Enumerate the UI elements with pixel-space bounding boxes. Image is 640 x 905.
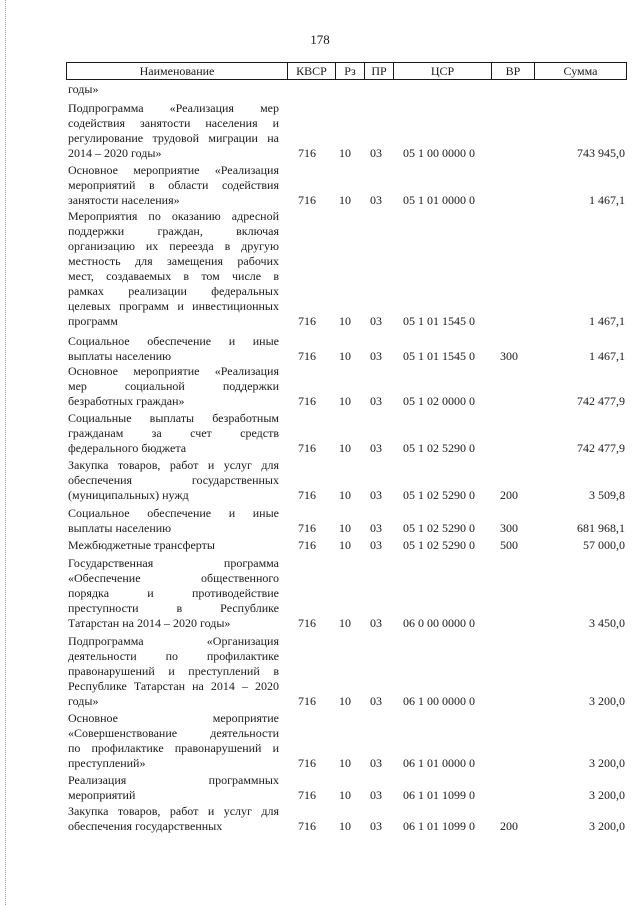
cell-pr: 03 <box>370 193 382 207</box>
cell-vr: 200 <box>500 488 518 502</box>
row-name <box>68 506 279 536</box>
table-row <box>0 82 640 97</box>
row-name <box>68 773 279 803</box>
header-csr: ЦСР <box>393 63 491 79</box>
cell-vr: 500 <box>500 538 518 552</box>
header-vr: ВР <box>491 63 534 79</box>
row-name <box>68 711 279 771</box>
row-name <box>68 538 279 553</box>
table-row <box>0 556 640 631</box>
cell-vr: 300 <box>500 349 518 363</box>
cell-vr: 200 <box>500 819 518 833</box>
cell-kvsr: 716 <box>298 521 316 535</box>
row-name-line: занятости населения» <box>68 193 180 207</box>
row-name <box>68 364 279 409</box>
row-name-line: федерального бюджета <box>68 441 187 455</box>
header-rz: Рз <box>335 63 364 79</box>
cell-csr: 05 1 02 5290 0 <box>403 488 475 502</box>
cell-rz: 10 <box>339 441 351 455</box>
cell-csr: 05 1 00 0000 0 <box>403 146 475 160</box>
cell-pr: 03 <box>370 314 382 328</box>
table-row <box>0 634 640 709</box>
header-name: Наименование <box>139 64 215 78</box>
row-name-line: «Обеспечение общественного <box>68 571 279 585</box>
row-name-line: Закупка товаров, работ и услуг для <box>68 804 279 818</box>
row-name-line: правонарушений и преступлений в <box>68 664 279 678</box>
cell-pr: 03 <box>370 394 382 408</box>
cell-rz: 10 <box>339 349 351 363</box>
table-row <box>0 506 640 536</box>
cell-rz: 10 <box>339 756 351 770</box>
row-name-line: Подпрограмма «Организация <box>68 634 279 648</box>
row-name-line: Реализация программных <box>68 773 279 787</box>
cell-csr: 06 1 01 1099 0 <box>403 788 475 802</box>
row-name <box>68 804 279 834</box>
cell-sum: 742 477,9 <box>577 394 625 408</box>
row-name-line: рамках реализации федеральных <box>68 284 279 298</box>
cell-sum: 1 467,1 <box>589 349 625 363</box>
cell-sum: 681 968,1 <box>577 521 625 535</box>
table-row <box>0 538 640 553</box>
cell-rz: 10 <box>339 788 351 802</box>
table-row <box>0 804 640 834</box>
row-name-line: Социальное обеспечение и иные <box>68 334 279 348</box>
cell-pr: 03 <box>370 819 382 833</box>
row-name <box>68 82 279 97</box>
cell-rz: 10 <box>339 538 351 552</box>
row-name <box>68 458 279 503</box>
cell-sum: 3 200,0 <box>589 694 625 708</box>
row-name-line: Государственная программа <box>68 556 279 570</box>
cell-pr: 03 <box>370 146 382 160</box>
row-name-line: Социальные выплаты безработным <box>68 411 279 425</box>
cell-kvsr: 716 <box>298 694 316 708</box>
cell-sum: 3 200,0 <box>589 788 625 802</box>
cell-kvsr: 716 <box>298 349 316 363</box>
row-name-line: обеспечения государственных <box>68 819 223 833</box>
row-name-line: Республике Татарстан на 2014 – 2020 <box>68 679 279 693</box>
cell-sum: 3 509,8 <box>589 488 625 502</box>
cell-kvsr: 716 <box>298 394 316 408</box>
table-row <box>0 711 640 771</box>
cell-kvsr: 716 <box>298 488 316 502</box>
cell-sum: 742 477,9 <box>577 441 625 455</box>
cell-kvsr: 716 <box>298 193 316 207</box>
cell-kvsr: 716 <box>298 788 316 802</box>
row-name-line: Межбюджетные трансферты <box>68 538 215 552</box>
row-name-line: Татарстан на 2014 – 2020 годы» <box>68 616 231 630</box>
cell-vr: 300 <box>500 521 518 535</box>
cell-kvsr: 716 <box>298 819 316 833</box>
row-name <box>68 634 279 709</box>
page-number: 178 <box>310 32 330 47</box>
cell-rz: 10 <box>339 694 351 708</box>
row-name-line: местность для замещения рабочих <box>68 254 279 268</box>
row-name-line: безработных граждан» <box>68 394 185 408</box>
row-name-line: Мероприятия по оказанию адресной <box>68 209 279 223</box>
row-name-line: выплаты населению <box>68 349 172 363</box>
table-row <box>0 101 640 161</box>
row-name <box>68 334 279 364</box>
row-name-line: по профилактике правонарушений и <box>68 741 279 755</box>
cell-csr: 05 1 02 0000 0 <box>403 394 475 408</box>
cell-csr: 05 1 02 5290 0 <box>403 441 475 455</box>
row-name-line: годы» <box>68 694 99 708</box>
row-name-line: выплаты населению <box>68 521 172 535</box>
row-name <box>68 209 279 329</box>
table-row <box>0 364 640 409</box>
row-name-line: поддержки граждан, включая <box>68 224 279 238</box>
cell-pr: 03 <box>370 756 382 770</box>
cell-csr: 06 0 00 0000 0 <box>403 616 475 630</box>
row-name-line: 2014 – 2020 годы» <box>68 146 162 160</box>
cell-rz: 10 <box>339 521 351 535</box>
cell-sum: 3 200,0 <box>589 756 625 770</box>
table-row <box>0 334 640 364</box>
header-pr: ПР <box>364 63 393 79</box>
cell-sum: 3 200,0 <box>589 819 625 833</box>
cell-rz: 10 <box>339 394 351 408</box>
row-name-line: (муниципальных) нужд <box>68 488 189 502</box>
cell-pr: 03 <box>370 694 382 708</box>
cell-pr: 03 <box>370 441 382 455</box>
cell-pr: 03 <box>370 521 382 535</box>
row-name-line: Основное мероприятие «Реализация <box>68 163 279 177</box>
cell-pr: 03 <box>370 616 382 630</box>
row-name-line: преступлений» <box>68 756 146 770</box>
cell-kvsr: 716 <box>298 756 316 770</box>
row-name-line: Основное мероприятие «Реализация <box>68 364 279 378</box>
cell-pr: 03 <box>370 788 382 802</box>
cell-kvsr: 716 <box>298 441 316 455</box>
cell-rz: 10 <box>339 488 351 502</box>
row-name-line: преступности в Республике <box>68 601 279 615</box>
cell-sum: 743 945,0 <box>577 146 625 160</box>
cell-sum: 57 000,0 <box>583 538 625 552</box>
table-row <box>0 411 640 456</box>
cell-pr: 03 <box>370 538 382 552</box>
row-name-line: регулирование трудовой миграции на <box>68 131 279 145</box>
cell-kvsr: 716 <box>298 538 316 552</box>
row-name-line: Социальное обеспечение и иные <box>68 506 279 520</box>
table-row <box>0 773 640 803</box>
row-name-line: мероприятий <box>68 788 136 802</box>
cell-pr: 03 <box>370 488 382 502</box>
cell-rz: 10 <box>339 616 351 630</box>
row-name-line: мероприятий в области содействия <box>68 178 279 192</box>
row-name-line: годы» <box>68 82 99 96</box>
header-sum: Сумма <box>534 63 626 79</box>
cell-rz: 10 <box>339 193 351 207</box>
cell-rz: 10 <box>339 314 351 328</box>
cell-kvsr: 716 <box>298 146 316 160</box>
row-name-line: деятельности по профилактике <box>68 649 279 663</box>
cell-csr: 06 1 01 0000 0 <box>403 756 475 770</box>
row-name-line: содействия занятости населения и <box>68 116 279 130</box>
cell-rz: 10 <box>339 146 351 160</box>
row-name <box>68 163 279 208</box>
row-name-line: «Совершенствование деятельности <box>68 726 279 740</box>
row-name-line: гражданам за счет средств <box>68 426 279 440</box>
cell-kvsr: 716 <box>298 616 316 630</box>
cell-rz: 10 <box>339 819 351 833</box>
cell-sum: 3 450,0 <box>589 616 625 630</box>
cell-csr: 05 1 01 0000 0 <box>403 193 475 207</box>
table-row <box>0 209 640 329</box>
cell-csr: 05 1 02 5290 0 <box>403 538 475 552</box>
cell-pr: 03 <box>370 349 382 363</box>
cell-csr: 06 1 00 0000 0 <box>403 694 475 708</box>
table-row <box>0 458 640 503</box>
header-kvsr: КВСР <box>287 63 335 79</box>
cell-sum: 1 467,1 <box>589 314 625 328</box>
row-name-line: Подпрограмма «Реализация мер <box>68 101 279 115</box>
row-name-line: Закупка товаров, работ и услуг для <box>68 458 279 472</box>
row-name-line: целевых программ и инвестиционных <box>68 299 279 313</box>
row-name-line: мест, создаваемых в том числе в <box>68 269 279 283</box>
cell-csr: 05 1 02 5290 0 <box>403 521 475 535</box>
cell-csr: 05 1 01 1545 0 <box>403 349 475 363</box>
row-name <box>68 101 279 161</box>
cell-kvsr: 716 <box>298 314 316 328</box>
row-name-line: обеспечения государственных <box>68 473 279 487</box>
row-name-line: мер социальной поддержки <box>68 379 279 393</box>
cell-csr: 06 1 01 1099 0 <box>403 819 475 833</box>
row-name-line: порядка и противодействие <box>68 586 279 600</box>
row-name-line: программ <box>68 314 118 328</box>
row-name-line: организацию их переезда в другую <box>68 239 279 253</box>
row-name <box>68 556 279 631</box>
table-row <box>0 163 640 208</box>
row-name-line: Основное мероприятие <box>68 711 279 725</box>
cell-sum: 1 467,1 <box>589 193 625 207</box>
row-name <box>68 411 279 456</box>
cell-csr: 05 1 01 1545 0 <box>403 314 475 328</box>
